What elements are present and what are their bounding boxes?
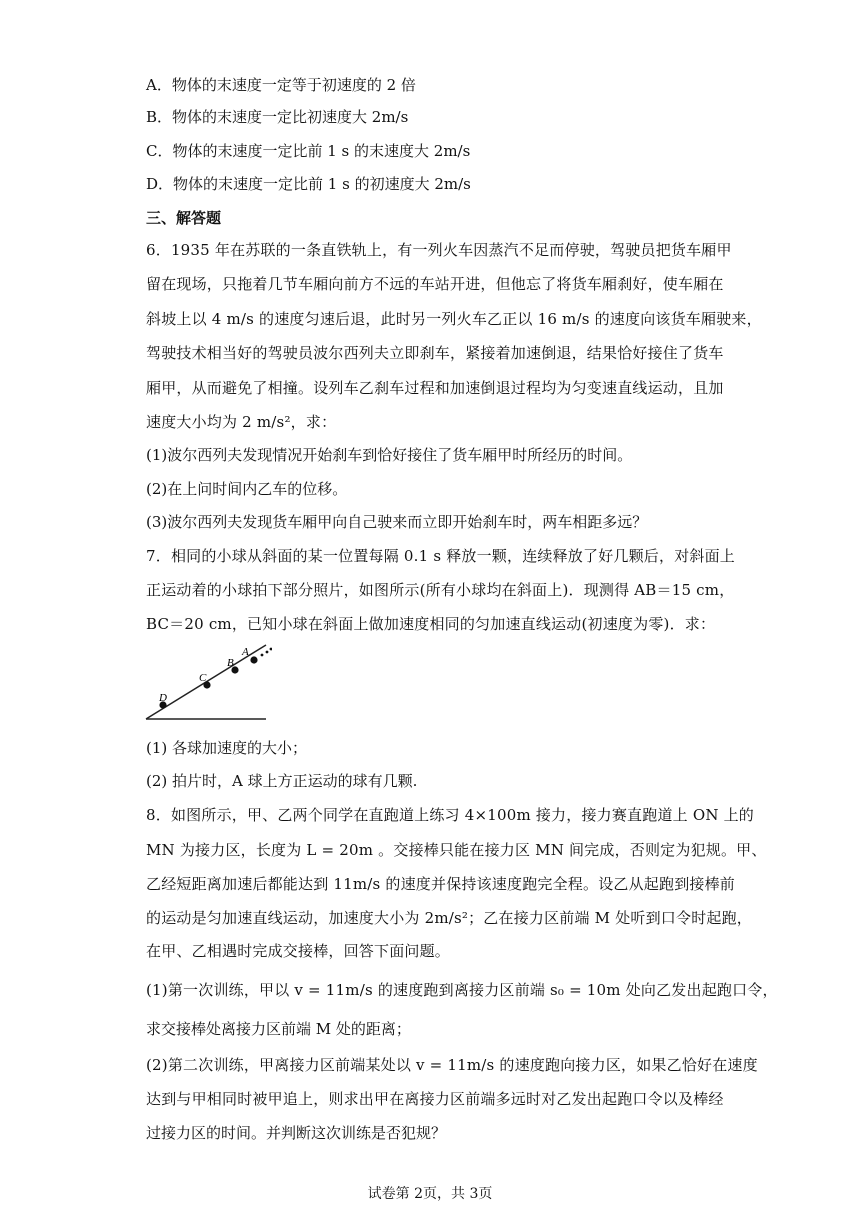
q6-sub-1: (1)波尔西列夫发现情况开始刹车到恰好接住了货车厢甲时所经历的时间。 [146, 446, 633, 464]
dot-1 [261, 654, 264, 657]
incline-figure [140, 640, 272, 726]
label-c: C [199, 672, 207, 684]
dot-2 [266, 651, 269, 654]
q6-line-5: 厢甲，从而避免了相撞。设列车乙刹车过程和加速倒退过程均为匀变速直线运动，且加 [146, 379, 724, 397]
q7-line-3: BC＝20 cm，已知小球在斜面上做加速度相同的匀加速直线运动(初速度为零)．求： [146, 615, 716, 633]
q8-line-5: 在甲、乙相遇时完成交接棒，回答下面问题。 [146, 942, 451, 960]
label-d: D [159, 692, 167, 704]
q7-sub-1: (1) 各球加速度的大小； [146, 739, 308, 757]
q6-line-2: 留在现场，只拖着几节车厢向前方不远的车站开进，但他忘了将货车厢刹好，使车厢在 [146, 275, 724, 293]
q8-sub2-line-1: (2)第二次训练，甲离接力区前端某处以 v = 11m/s 的速度跑向接力区，如果乙恰好在速度 [146, 1056, 758, 1074]
q6-line-3: 斜坡上以 4 m/s 的速度匀速后退，此时另一列火车乙正以 16 m/s 的速度向该货车厢驶来， [146, 310, 762, 328]
ball-a [250, 656, 257, 663]
q8-line-1: 8．如图所示，甲、乙两个同学在直跑道上练习 4×100m 接力，接力赛直跑道上 ON 上的 [146, 806, 755, 824]
q6-line-1: 6．1935 年在苏联的一条直铁轨上，有一列火车因蒸汽不足而停驶，驾驶员把货车厢甲 [146, 241, 732, 259]
page-footer: 试卷第 2页，共 3页 [367, 1186, 493, 1202]
q6-sub-3: (3)波尔西列夫发现货车厢甲向自己驶来而立即开始刹车时，两车相距多远？ [146, 513, 648, 531]
option-d: D．物体的末速度一定比前 1 s 的初速度大 2m/s [146, 175, 471, 193]
q8-line-3: 乙经短距离加速后都能达到 11m/s 的速度并保持该速度跑完全程。设乙从起跑到接棒前 [146, 875, 736, 893]
dot-3 [270, 648, 272, 651]
q6-line-6: 速度大小均为 2 m/s²，求： [146, 413, 337, 431]
q8-sub2-line-2: 达到与甲相同时被甲追上，则求出甲在离接力区前端多远时对乙发出起跑口令以及棒经 [146, 1090, 724, 1108]
label-b: B [227, 657, 234, 669]
section-heading: 三、解答题 [146, 209, 222, 227]
q8-line-4: 的运动是匀加速直线运动，加速度大小为 2m/s²；乙在接力区前端 M 处听到口令时起跑， [146, 909, 752, 927]
q7-line-2: 正运动着的小球拍下部分照片，如图所示(所有小球均在斜面上)．现测得 AB＝15 cm， [146, 581, 735, 599]
option-b: B．物体的末速度一定比初速度大 2m/s [146, 108, 409, 126]
q8-line-2: MN 为接力区，长度为 L = 20m 。交接棒只能在接力区 MN 间完成，否则定为犯规。甲、 [146, 841, 767, 859]
q6-sub-2: (2)在上问时间内乙车的位移。 [146, 480, 348, 498]
label-a: A [242, 646, 249, 658]
q8-sub2-line-3: 过接力区的时间。并判断这次训练是否犯规？ [146, 1124, 447, 1142]
option-c: C．物体的末速度一定比前 1 s 的末速度大 2m/s [146, 142, 471, 160]
q8-sub1-line-1: (1)第一次训练，甲以 v = 11m/s 的速度跑到离接力区前端 s₀ = 10m 处向乙发出起跑口令， [146, 981, 778, 999]
q6-line-4: 驾驶技术相当好的驾驶员波尔西列夫立即刹车，紧接着加速倒退，结果恰好接住了货车 [146, 344, 724, 362]
q8-sub1-line-2: 求交接棒处离接力区前端 M 处的距离； [146, 1020, 411, 1038]
q7-sub-2: (2) 拍片时，A 球上方正运动的球有几颗. [146, 772, 418, 790]
q7-line-1: 7．相同的小球从斜面的某一位置每隔 0.1 s 释放一颗，连续释放了好几颗后，对斜面上 [146, 547, 736, 565]
option-a: A．物体的末速度一定等于初速度的 2 倍 [146, 76, 416, 94]
